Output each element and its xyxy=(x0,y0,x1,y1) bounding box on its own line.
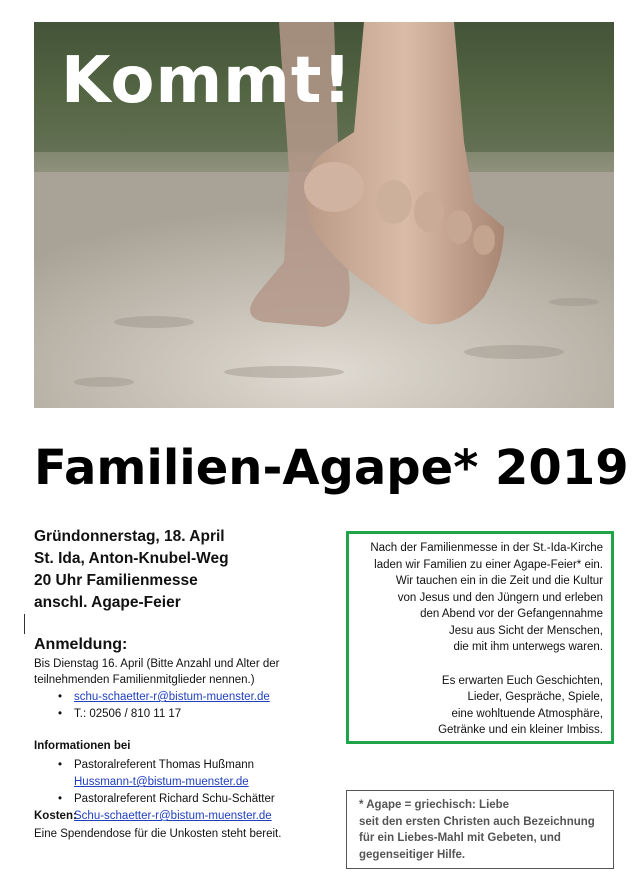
page-title: Familien-Agape* 2019 xyxy=(34,440,629,496)
event-location: St. Ida, Anton-Knubel-Weg xyxy=(34,550,229,567)
text-cursor xyxy=(24,614,25,634)
description-line: Nach der Familienmesse in der St.-Ida-Kirche xyxy=(370,542,603,554)
description-line: laden wir Familien zu einer Agape-Feier* ein. xyxy=(374,558,603,571)
hero-photo xyxy=(34,22,614,408)
spacer xyxy=(349,656,603,673)
event-mass-time: 20 Uhr Familienmesse xyxy=(34,572,198,589)
list-item xyxy=(34,757,334,791)
anmeldung-heading: Anmeldung: xyxy=(34,636,128,653)
description-line: Wir tauchen ein in die Zeit und die Kultur xyxy=(395,575,603,587)
description-line: Jesu aus Sicht der Menschen, xyxy=(448,624,603,637)
anmeldung-email-link[interactable]: schu-schaetter-r@bistum-muenster.de xyxy=(74,691,270,703)
list-item xyxy=(34,689,334,706)
description-line: eine wohltuende Atmosphäre, xyxy=(451,707,603,720)
description-line: die mit ihm unterwegs waren. xyxy=(453,641,603,653)
anmeldung-phone: T.: 02506 / 810 11 17 xyxy=(74,708,182,720)
contact-email-link[interactable]: Schu-schaetter-r@bistum-muenster.de xyxy=(74,810,272,822)
kosten-text: Eine Spendendose für die Unkosten steht bereit. xyxy=(34,828,282,840)
contact-name: • Pastoralreferent Richard Schu-Schätter xyxy=(74,793,275,805)
footnote-line: für ein Liebes-Mahl mit Gebeten, und xyxy=(359,832,561,844)
footnote-line: * Agape = griechisch: Liebe xyxy=(359,799,510,811)
footnote-box xyxy=(346,790,614,869)
contact-name: • Pastoralreferent Thomas Hußmann xyxy=(74,759,255,771)
anmeldung-contact-list xyxy=(34,689,334,723)
event-details xyxy=(34,526,229,614)
event-date: Gründonnerstag, 18. April xyxy=(34,528,225,545)
description-line: von Jesus und den Jüngern und erleben xyxy=(397,591,603,604)
list-item xyxy=(34,791,334,825)
informationen-heading: Informationen bei xyxy=(34,740,131,752)
event-agape: anschl. Agape-Feier xyxy=(34,594,181,611)
contact-email-link[interactable]: Hussmann-t@bistum-muenster.de xyxy=(74,776,249,788)
description-line: Lieder, Gespräche, Spiele, xyxy=(467,691,603,703)
list-item xyxy=(34,706,334,723)
description-box xyxy=(346,531,614,744)
description-line: Getränke und ein kleiner Imbiss. xyxy=(438,724,603,736)
informationen-contact-list xyxy=(34,757,334,825)
description-line: Es erwarten Euch Geschichten, xyxy=(441,674,603,687)
footnote-line: gegenseitiger Hilfe. xyxy=(359,848,466,861)
anmeldung-text: Bis Dienstag 16. April (Bitte Anzahl und Alter der teilnehmenden Familienmitglieder nennen.) xyxy=(34,658,280,686)
description-line: den Abend vor der Gefangennahme xyxy=(420,608,603,620)
hero-title: Kommt! xyxy=(61,44,353,118)
footnote-line: seit den ersten Christen auch Bezeichnung xyxy=(359,815,595,828)
kosten-heading: Kosten: xyxy=(34,810,77,822)
